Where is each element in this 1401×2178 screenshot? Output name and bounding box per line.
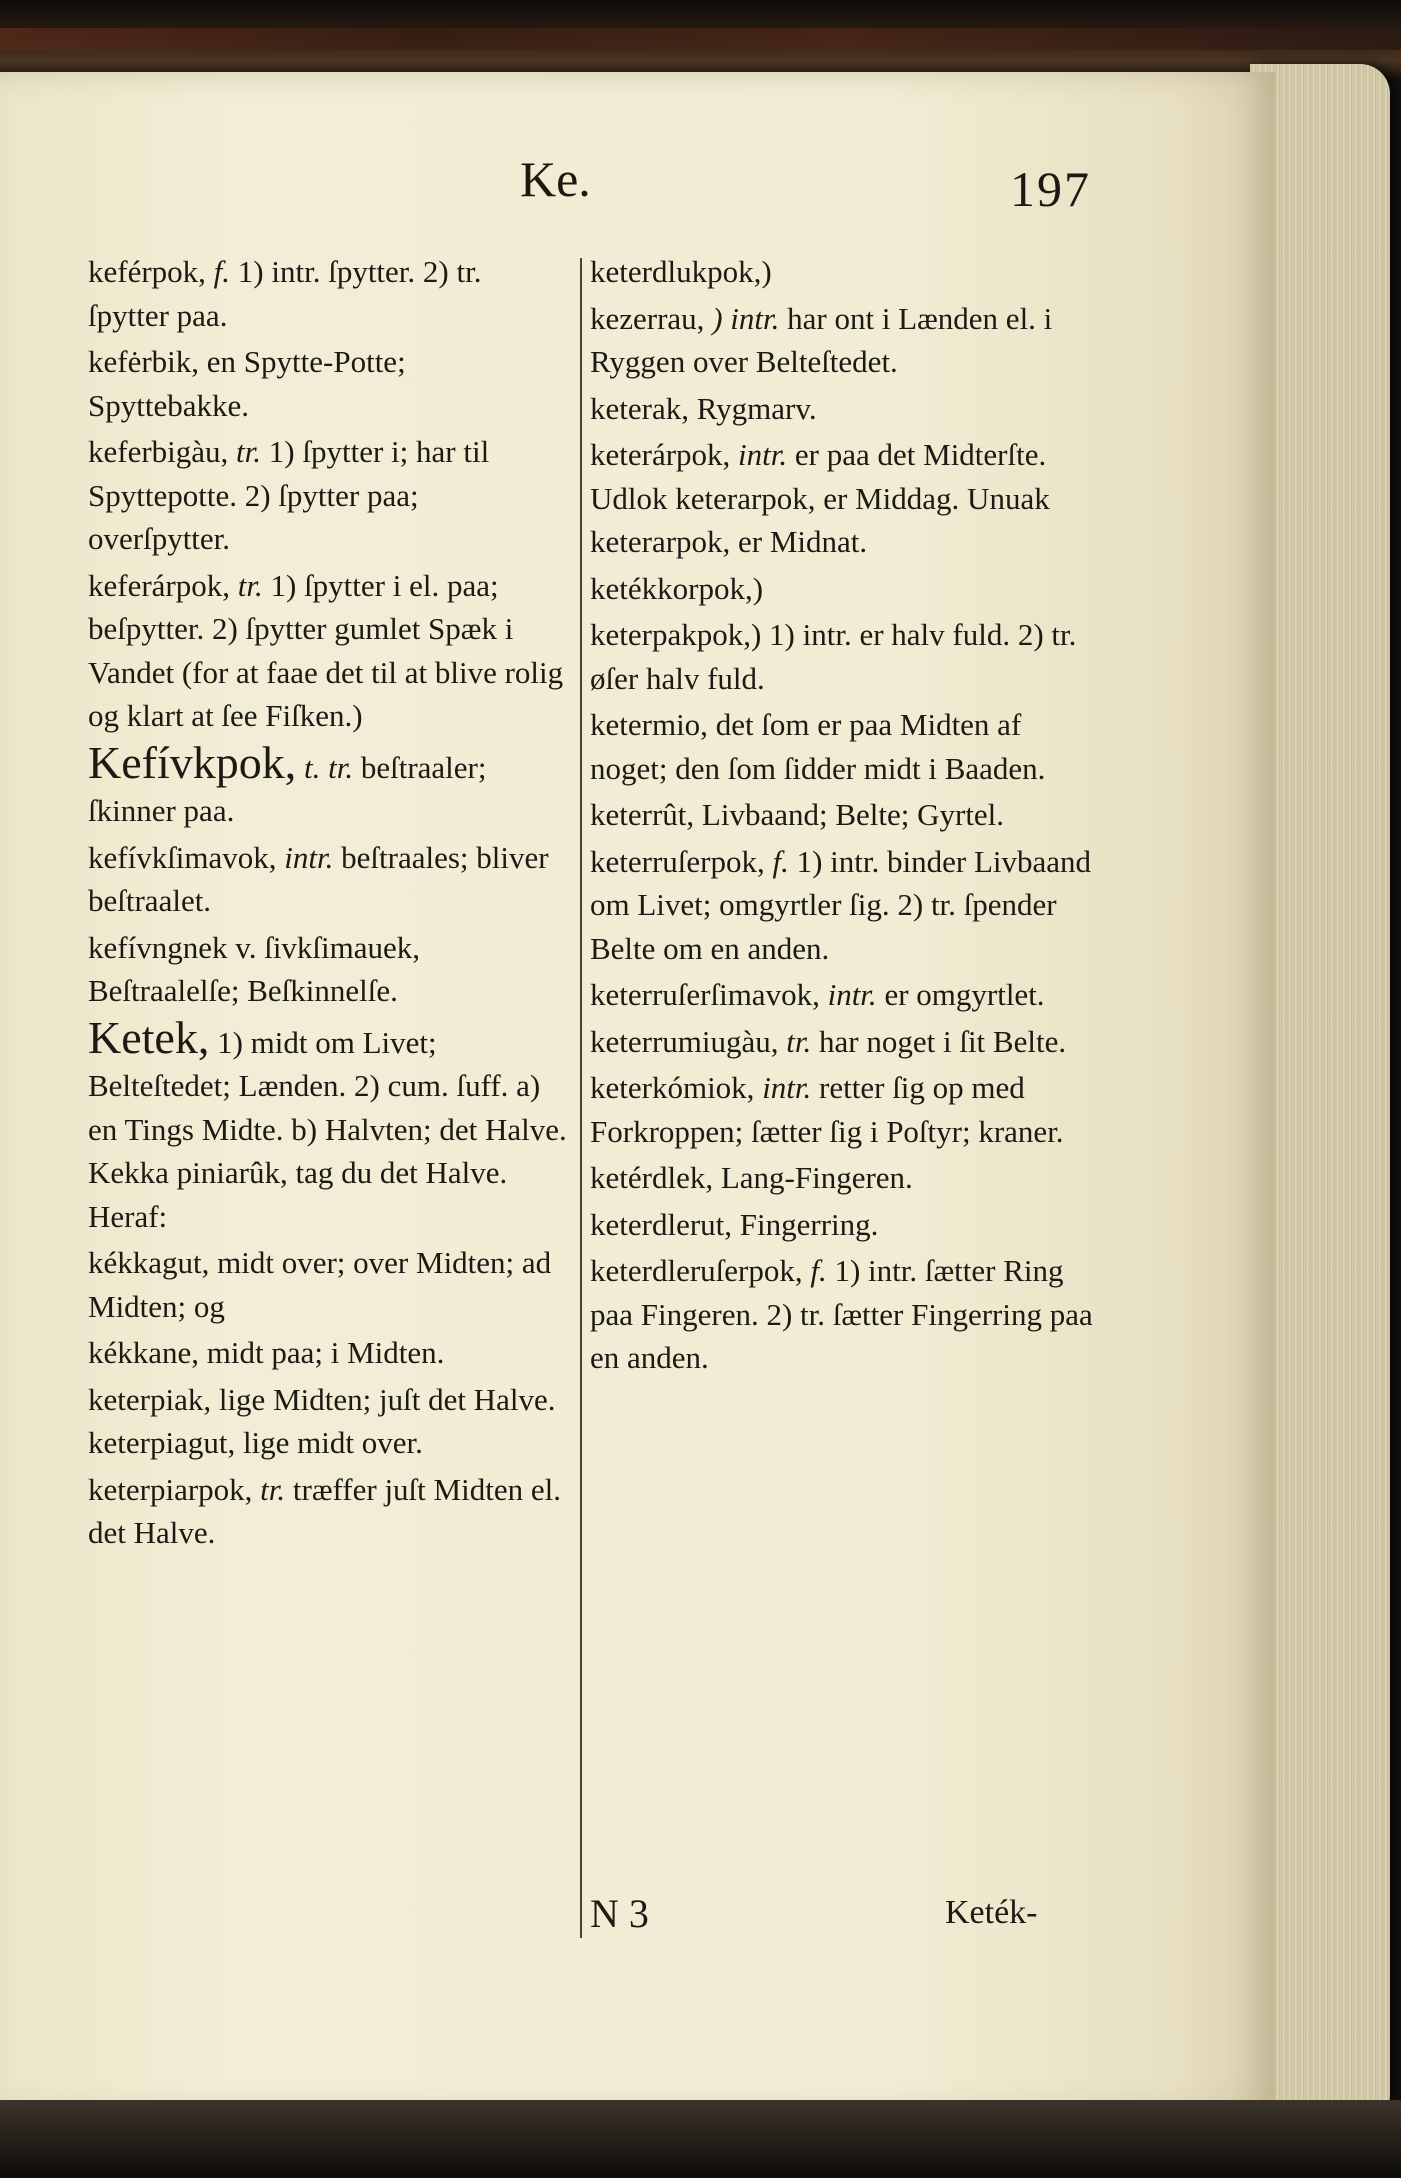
entry-grammar: ) intr.: [712, 300, 780, 336]
entry-definition: Lang-Fingeren.: [720, 1160, 913, 1195]
entry-headword: ketékkorpok,): [590, 570, 764, 606]
entry-definition: er omgyrtlet.: [884, 977, 1045, 1012]
signature-mark: N 3: [590, 1891, 649, 1936]
entry-definition: 1) midt om Livet; Belteſtedet; Lænden. 2) cum. ſuff. a) en Tings Midte. b) Halvten; det Halve. Kekka piniarûk, tag du det Halve. Heraf:: [88, 1024, 567, 1234]
entry-definition: 1) ſpytter i el. paa; beſpytter. 2) ſpytter gumlet Spæk i Vandet (for at faae det til at blive rolig og klart at ſee Fiſken.): [88, 567, 564, 733]
entry-headword: keferbigàu,: [88, 434, 229, 469]
dictionary-entry: [590, 1249, 1100, 1380]
dictionary-entry: [590, 613, 1100, 700]
entry-headword: keterdlukpok,): [590, 254, 772, 289]
dictionary-entry: [88, 430, 568, 561]
entry-headword: keterpakpok,): [590, 617, 762, 652]
entry-definition: 1) intr. ſpytter. 2) tr. ſpytter paa.: [88, 254, 482, 333]
entry-definition: træffer juſt Midten el. det Halve.: [88, 1471, 561, 1550]
dictionary-entry: [590, 387, 1100, 431]
entry-grammar: tr.: [237, 567, 263, 603]
entry-headword: keterkómiok,: [590, 1070, 755, 1105]
dictionary-entry: [88, 1468, 568, 1555]
entry-definition: 1) intr. binder Livbaand om Livet; omgyrtler ſig. 2) tr. ſpender Belte om en anden.: [590, 843, 1092, 966]
entry-grammar: intr.: [738, 437, 788, 472]
dictionary-entry: [590, 567, 1100, 611]
entry-headword: kezerrau,: [590, 300, 705, 336]
column-divider: [580, 258, 582, 1938]
left-column: [88, 250, 568, 1558]
dictionary-entry: [590, 973, 1100, 1017]
entry-grammar: t. tr.: [304, 749, 354, 785]
entry-grammar: intr.: [762, 1070, 812, 1105]
entry-grammar: f.: [213, 254, 231, 289]
book-top-edge: [0, 0, 1401, 78]
entry-definition: Fingerring.: [739, 1206, 879, 1242]
page-header-title: Ke.: [520, 151, 591, 207]
entry-grammar: f.: [772, 843, 789, 879]
dictionary-entry: [88, 564, 568, 738]
dictionary-entry: [590, 250, 1100, 294]
dictionary-entry: [88, 1241, 568, 1328]
entry-headword: kékkane,: [88, 1335, 200, 1370]
bottom-shadow: [0, 2100, 1401, 2178]
entry-headword: ketermio,: [590, 707, 708, 742]
entry-headword: kefėrbik,: [88, 344, 200, 379]
entry-grammar: tr.: [786, 1023, 812, 1059]
entry-definition: Rygmarv.: [696, 390, 817, 426]
entry-definition: midt paa; i Midten.: [206, 1335, 445, 1370]
dictionary-entry: [590, 1203, 1100, 1247]
entry-headword: keterpiarpok,: [88, 1471, 253, 1507]
entry-headword: keterruſerſimavok,: [590, 977, 820, 1012]
entry-definition: en Spytte-Potte; Spyttebakke.: [88, 344, 406, 423]
entry-definition: 1) intr. er halv fuld. 2) tr. øſer halv fuld.: [590, 617, 1077, 696]
entry-headword: ketérdlek,: [590, 1160, 714, 1195]
book-spine-band: [0, 28, 1401, 50]
entry-headword: keterrumiugàu,: [590, 1023, 779, 1059]
entry-headword: keterdleruſerpok,: [590, 1253, 803, 1288]
entry-definition: midt over; over Midten; ad Midten; og: [88, 1245, 552, 1324]
page-number: 197: [1010, 161, 1091, 217]
dictionary-entry: [590, 1066, 1100, 1153]
dictionary-entry: [88, 1378, 568, 1465]
entry-grammar: tr.: [236, 434, 262, 469]
dictionary-entry: [590, 433, 1100, 564]
entry-definition: retter ſig op med Forkroppen; ſætter ſig i Poſtyr; kraner.: [590, 1070, 1064, 1149]
entry-headword: keterdlerut,: [590, 1206, 733, 1242]
dictionary-entry: [590, 297, 1100, 384]
dictionary-entry: [88, 340, 568, 427]
entry-definition: beſtraaler; ſkinner paa.: [88, 749, 487, 828]
entry-grammar: tr.: [260, 1471, 286, 1507]
entry-definition: det ſom er paa Midten af noget; den ſom ſidder midt i Baaden.: [590, 707, 1046, 786]
entry-headword: keterpiak,: [88, 1381, 212, 1417]
dictionary-entry: [590, 703, 1100, 790]
entry-definition: beſtraales; bliver beſtraalet.: [88, 839, 549, 918]
entry-definition: har noget i ſit Belte.: [819, 1023, 1067, 1059]
entry-headword: Kefívkpok,: [88, 736, 297, 788]
dictionary-entry: [590, 1020, 1100, 1064]
entry-definition: v. ſivkſimauek, Beſtraalelſe; Beſkinnelſe.: [88, 929, 421, 1008]
entry-grammar: intr.: [827, 977, 877, 1012]
entry-definition: lige Midten; juſt det Halve. keterpiagut, lige midt over.: [88, 1381, 556, 1460]
right-column: [590, 250, 1100, 1383]
dictionary-entry: [88, 1011, 568, 1239]
dictionary-entry: [590, 840, 1100, 971]
entry-headword: keférpok,: [88, 254, 206, 289]
dictionary-entry: [590, 793, 1100, 837]
entry-definition: Livbaand; Belte; Gyrtel.: [701, 797, 1005, 832]
entry-definition: er paa det Midterſte. Udlok keterarpok, er Middag. Unuak keterarpok, er Midnat.: [590, 437, 1050, 559]
dictionary-entry: [88, 1331, 568, 1375]
entry-definition: 1) ſpytter i; har til Spyttepotte. 2) ſpytter paa; overſpytter.: [88, 434, 490, 556]
dictionary-entry: [590, 1156, 1100, 1200]
entry-grammar: intr.: [284, 839, 334, 875]
entry-headword: Ketek,: [88, 1011, 210, 1063]
entry-headword: keterrût,: [590, 797, 695, 832]
entry-headword: keterak,: [590, 390, 689, 426]
dictionary-entry: [88, 250, 568, 337]
entry-grammar: f.: [810, 1253, 827, 1288]
dictionary-entry: [88, 836, 568, 923]
catchword: Keték-: [945, 1894, 1038, 1931]
entry-definition: har ont i Lænden el. i Ryggen over Belteſtedet.: [590, 300, 1053, 379]
entry-headword: kefívngnek: [88, 929, 228, 965]
entry-headword: kefívkſimavok,: [88, 839, 277, 875]
dictionary-entry: [88, 736, 568, 833]
entry-headword: keterárpok,: [590, 437, 731, 472]
dictionary-entry: [88, 926, 568, 1013]
entry-headword: keterruſerpok,: [590, 843, 765, 879]
entry-definition: 1) intr. ſætter Ring paa Fingeren. 2) tr. ſætter Fingerring paa en anden.: [590, 1253, 1093, 1375]
entry-headword: keferárpok,: [88, 567, 230, 603]
entry-headword: kékkagut,: [88, 1245, 210, 1280]
